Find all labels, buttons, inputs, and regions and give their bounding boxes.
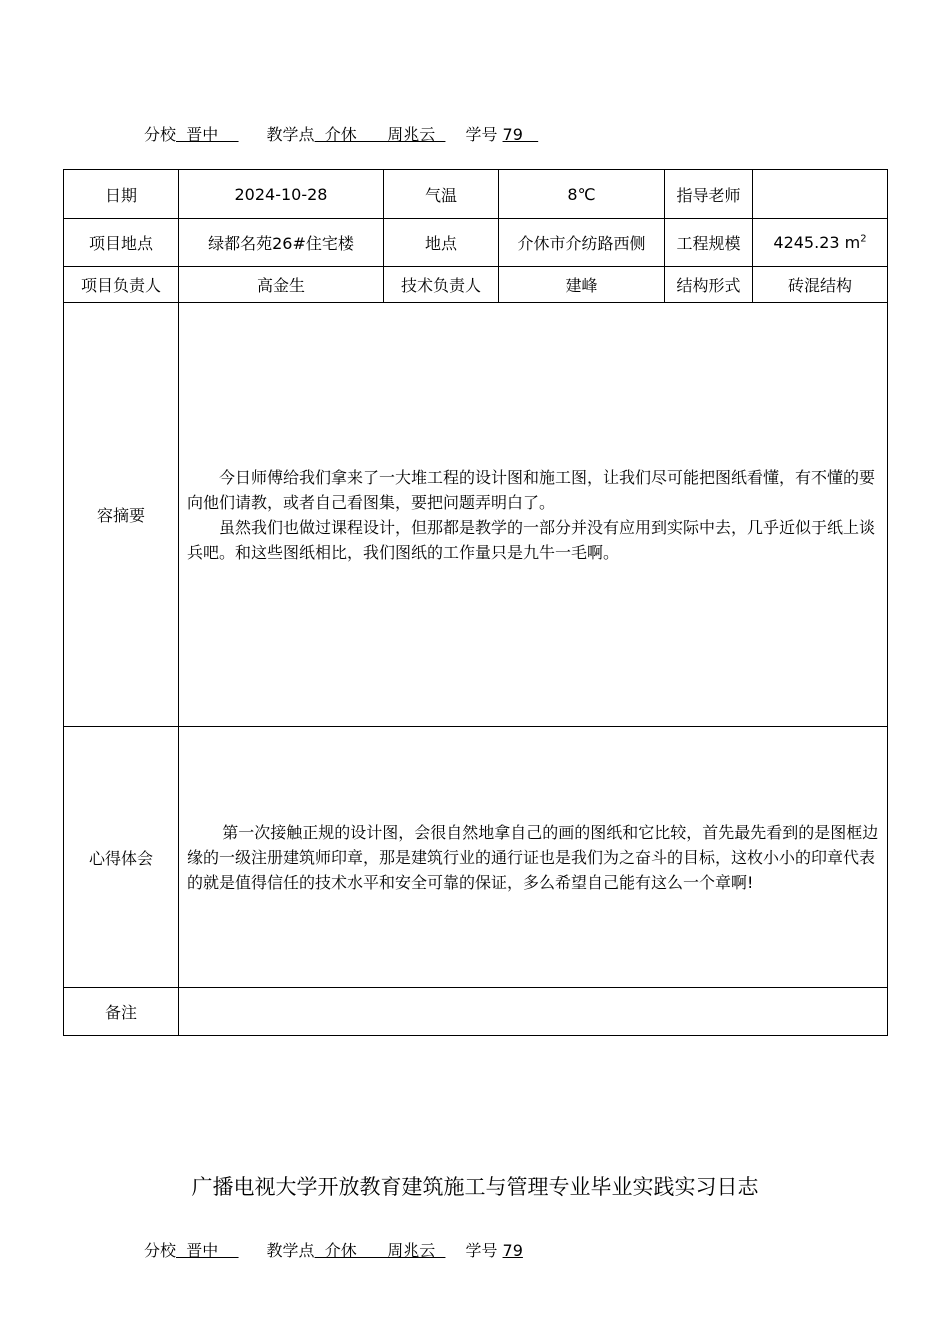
footer-id-label: 学号 — [465, 1241, 498, 1260]
teacher-value — [753, 170, 888, 219]
id-label: 学号 — [465, 125, 498, 144]
temp-label: 气温 — [384, 170, 499, 219]
teacher-label: 指导老师 — [665, 170, 753, 219]
practice-log-table — [63, 169, 888, 1036]
structure-label: 结构形式 — [665, 267, 753, 303]
scale-label: 工程规模 — [665, 219, 753, 267]
footer-branch-label: 分校 — [144, 1241, 177, 1260]
address-label: 地点 — [384, 219, 499, 267]
summary-label: 容摘要 — [64, 303, 179, 727]
row-date — [64, 170, 888, 219]
project-location-value: 绿都名苑26#住宅楼 — [179, 219, 384, 267]
footer-id-value: 79 — [502, 1241, 523, 1260]
footer-site-label: 教学点 — [266, 1241, 315, 1260]
row-manager — [64, 267, 888, 303]
reflection-content — [179, 727, 888, 988]
remarks-label: 备注 — [64, 988, 179, 1036]
branch-value: 晋中 — [176, 125, 239, 144]
footer-branch-value: 晋中 — [176, 1241, 239, 1260]
summary-paragraph-2: 虽然我们也做过课程设计，但那都是教学的一部分并没有应用到实际中去，几乎近似于纸上谈兵吧。和这些图纸相比，我们图纸的工作量只是九牛一毛啊。 — [187, 517, 876, 562]
reflection-label: 心得体会 — [64, 727, 179, 988]
summary-paragraph-1: 今日师傅给我们拿来了一大堆工程的设计图和施工图，让我们尽可能把图纸看懂，有不懂的要向他们请教，或者自己看图集，要把问题弄明白了。 — [187, 467, 876, 512]
scale-unit-sup: 2 — [860, 233, 867, 245]
temp-value: 8℃ — [499, 170, 665, 219]
scale-number: 4245.23 m — [773, 233, 861, 252]
date-label: 日期 — [64, 170, 179, 219]
header-line — [144, 122, 538, 145]
footer-header-line — [144, 1238, 523, 1261]
site-label: 教学点 — [266, 125, 315, 144]
tech-label: 技术负责人 — [384, 267, 499, 303]
row-reflection — [64, 727, 888, 988]
row-summary — [64, 303, 888, 727]
row-location — [64, 219, 888, 267]
manager-label: 项目负责人 — [64, 267, 179, 303]
date-value: 2024-10-28 — [179, 170, 384, 219]
structure-value: 砖混结构 — [753, 267, 888, 303]
remarks-value — [179, 988, 888, 1036]
scale-value — [753, 219, 888, 267]
summary-content — [179, 303, 888, 727]
tech-value: 建峰 — [499, 267, 665, 303]
branch-label: 分校 — [144, 125, 177, 144]
id-value: 79 — [502, 125, 539, 144]
project-location-label: 项目地点 — [64, 219, 179, 267]
reflection-paragraph-1: 第一次接触正规的设计图，会很自然地拿自己的画的图纸和它比较，首先最先看到的是图框边缘的一级注册建筑师印章，那是建筑行业的通行证也是我们为之奋斗的目标，这枚小小的印章代表的就是值得信任的技术水平和安全可靠的保证，多么希望自己能有这么一个章啊! — [187, 822, 879, 892]
footer-site-value: 介休 周兆云 — [314, 1241, 446, 1260]
page-title: 广播电视大学开放教育建筑施工与管理专业毕业实践实习日志 — [191, 1175, 759, 1199]
address-value: 介休市介纺路西侧 — [499, 219, 665, 267]
manager-value: 高金生 — [179, 267, 384, 303]
site-value: 介休 周兆云 — [314, 125, 446, 144]
row-remarks — [64, 988, 888, 1036]
